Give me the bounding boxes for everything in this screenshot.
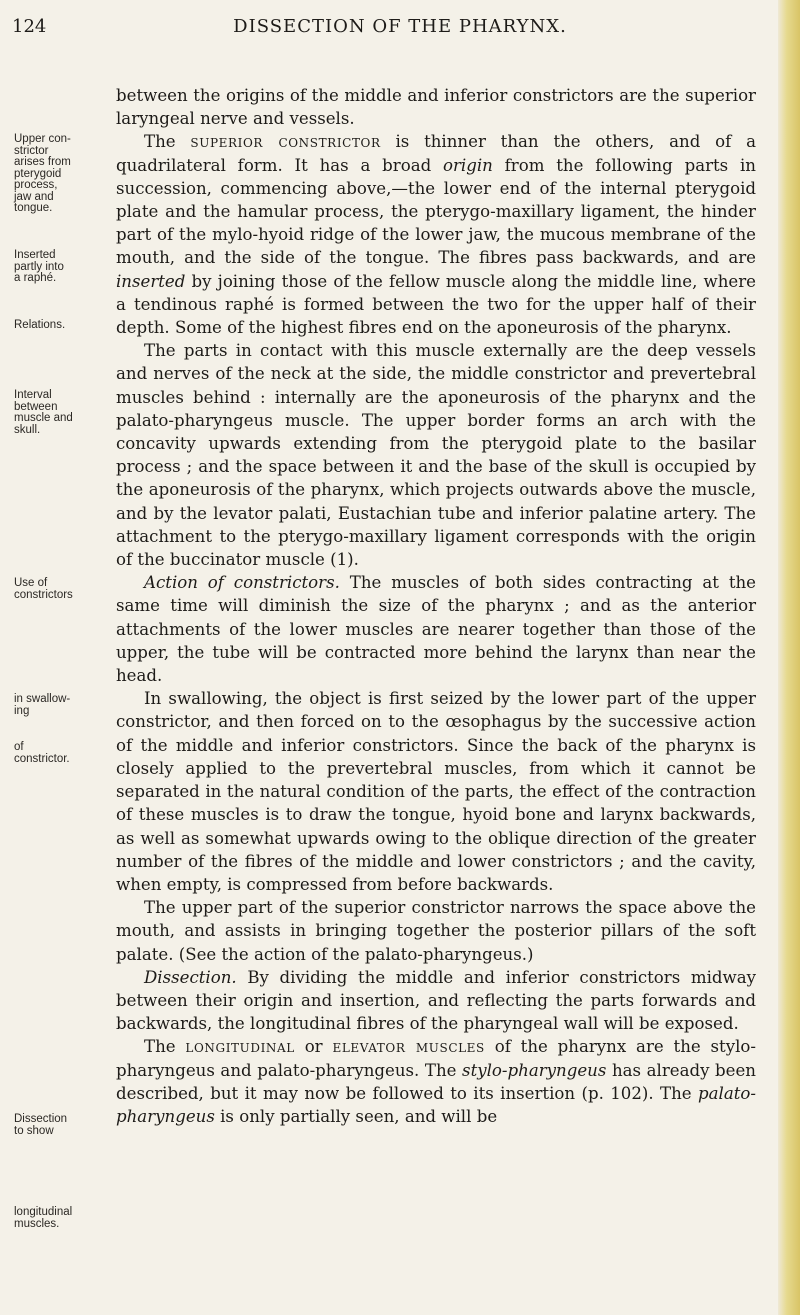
margin-note-upper-constrictor: Upper con- strictor arises from pterygoid process, jaw and tongue. [14, 133, 71, 214]
paragraph-swallowing: In swallowing, the object is first seized by the lower part of the upper constrictor, and then forced on to the œsophagus by the successive action of the middle and inferior constrictors. Since the back of the pharynx is closely applied to the prevertebral muscles, from which it cannot be separated in the natural condition of the parts, the effect of the contraction of these muscles is to draw the tongue, hyoid bone and larynx backwards, as well as somewhat upwards owing to the oblique direction of the greater number of the fibres of the middle and lower constrictors ; and the cavity, when empty, is compressed from before backwards. [116, 689, 756, 894]
body-text [116, 84, 756, 1128]
page-edge-shadow [778, 0, 800, 1315]
paragraph-continuation: between the origins of the middle and inferior constrictors are the superior laryngeal nerve and vessels. [116, 86, 756, 129]
margin-note-inserted: Inserted partly into a raphé. [14, 249, 64, 284]
paragraph-action: Action of constrictors. The muscles of both sides contracting at the same time will diminish the size of the pharynx ; and as the anterior attachments of the lower muscles are nearer together than those of the upper, the tube will be contracted more behind the larynx than near the head. [116, 573, 756, 686]
margin-note-dissection: Dissection to show [14, 1113, 68, 1137]
margin-note-longitudinal: longitudinal muscles. [14, 1206, 73, 1230]
page-number: 124 [12, 16, 47, 37]
paragraph-dissection: Dissection. By dividing the middle and inferior constrictors midway between their origin and insertion, and reflecting the parts forwards and backwards, the longitudinal fibres of the pharyngeal wall will be exposed. [116, 967, 756, 1034]
margin-note-swallowing: in swallow- ing [14, 693, 71, 717]
margin-note-relations: Relations. [14, 319, 66, 331]
page-header [0, 8, 800, 42]
margin-note-interval: Interval between muscle and skull. [14, 389, 73, 436]
paragraph-upper-part: The upper part of the superior constrictor narrows the space above the mouth, and assists in bringing together the posterior pillars of the soft palate. (See the action of the palato-pharyngeus.) [116, 898, 756, 964]
paragraph-relations: The parts in contact with this muscle externally are the deep vessels and nerves of the neck at the side, the middle constrictor and prevertebral muscles behind : internally are the aponeurosis of the pharynx and the palato-pharyngeus muscle. The upper border forms an arch with the concavity upwards extending from the pterygoid plate to the basilar process ; and the space between it and the base of the skull is occupied by the aponeurosis of the pharynx, which projects outwards above the muscle, and by the levator palati, Eustachian tube and inferior palatine artery. The attachment to the pterygo-maxillary ligament corresponds with the origin of the buccinator muscle (1). [116, 341, 756, 570]
paragraph-longitudinal-muscles: The longitudinal or elevator muscles of the pharynx are the stylo-pharyngeus and palato-pharyngeus. The stylo-pharyngeus has already been described, but it may now be followed to its insertion (p. 102). The palato-pharyngeus is only partially seen, and will be [116, 1037, 756, 1126]
paragraph-superior-constrictor: The superior constrictor is thinner than the others, and of a quadrilateral form. It has a broad origin from the following parts in succession, commencing above,—the lower end of the internal pterygoid plate and the hamular process, the pterygo-maxillary ligament, the hinder part of the mylo-hyoid ridge of the lower jaw, the mucous membrane of the mouth, and the side of the tongue. The fibres pass backwards, and are inserted by joining those of the fellow muscle along the middle line, where a tendinous raphé is formed between the two for the upper half of their depth. Some of the highest fibres end on the aponeurosis of the pharynx. [116, 132, 756, 338]
margin-note-use-of-constrictors: Use of constrictors [14, 577, 73, 601]
margin-note-of-constrictor: of constrictor. [14, 741, 70, 765]
running-title: DISSECTION OF THE PHARYNX. [233, 16, 567, 37]
